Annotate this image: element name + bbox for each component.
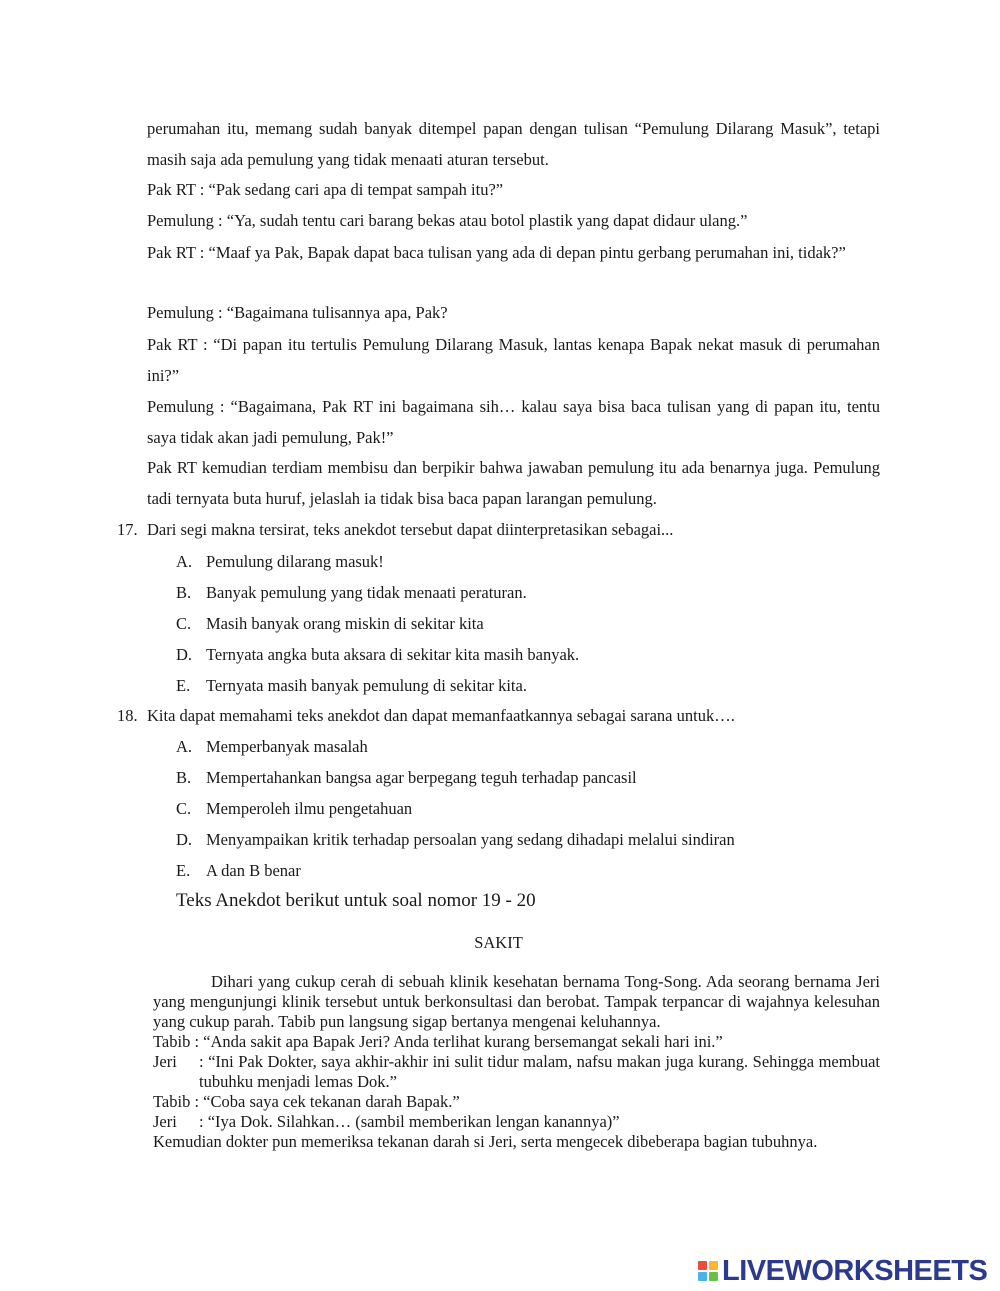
logo-square [709, 1261, 718, 1270]
dialog-speaker: Jeri [153, 1112, 177, 1131]
logo-square [698, 1261, 707, 1270]
logo-square [698, 1272, 707, 1281]
dialog-line: Tabib : “Anda sakit apa Bapak Jeri? Anda terlihat kurang bersemangat sekali hari ini.” [153, 1032, 723, 1051]
option-text: Ternyata angka buta aksara di sekitar kita masih banyak. [206, 645, 580, 664]
story-title: SAKIT [474, 933, 523, 952]
option-text: Masih banyak orang miskin di sekitar kita [206, 614, 484, 633]
passage-line-7: Pemulung : “Bagaimana, Pak RT ini bagaimana sih… kalau saya bisa baca tulisan yang di papan itu, tentu saya tidak akan jadi pemulung, Pak!” [147, 397, 880, 447]
dialog-line: Tabib : “Coba saya cek tekanan darah Bapak.” [153, 1092, 460, 1111]
dialog-speaker: Jeri [153, 1052, 177, 1071]
question-number: 17. [117, 520, 138, 539]
option-letter: A. [176, 552, 193, 571]
passage-line-8: Pak RT kemudian terdiam membisu dan berpikir bahwa jawaban pemulung itu ada benarnya juga. Pemulung tadi ternyata buta huruf, jelaslah ia tidak bisa baca papan larangan pemulung. [147, 458, 880, 508]
dialog-line [153, 1052, 880, 1092]
story-opening: Dihari yang cukup cerah di sebuah klinik kesehatan bernama Tong-Song. Ada seorang bernama Jeri yang mengunjungi klinik tersebut untuk berkonsultasi dan berobat. Tampak terpancar di wajahnya kelesuhan yang cukup parah. Tabib pun langsung sigap bertanya mengenai keluhannya. [153, 972, 880, 1031]
question-text: Kita dapat memahami teks anekdot dan dapat memanfaatkannya sebagai sarana untuk…. [147, 706, 735, 725]
dialog-text: : “Iya Dok. Silahkan… (sambil memberikan lengan kanannya)” [199, 1112, 620, 1131]
option-letter: D. [176, 645, 193, 664]
option-text: Banyak pemulung yang tidak menaati peraturan. [206, 583, 527, 602]
story-body [153, 972, 880, 1152]
question-number: 18. [117, 706, 138, 725]
logo-square [709, 1272, 718, 1281]
passage-line-5: Pemulung : “Bagaimana tulisannya apa, Pak? [147, 303, 448, 322]
option-letter: E. [176, 676, 191, 695]
passage-line-3: Pemulung : “Ya, sudah tentu cari barang bekas atau botol plastik yang dapat didaur ulang.” [147, 211, 748, 230]
logo-squares-icon [698, 1261, 718, 1281]
option-letter: B. [176, 583, 192, 602]
option-text: Menyampaikan kritik terhadap persoalan yang sedang dihadapi melalui sindiran [206, 830, 735, 849]
dialog-line [153, 1112, 880, 1132]
logo-text: LIVEWORKSHEETS [722, 1254, 988, 1287]
option-text: A dan B benar [206, 861, 301, 880]
passage-line-6: Pak RT : “Di papan itu tertulis Pemulung Dilarang Masuk, lantas kenapa Bapak nekat masuk di perumahan ini?” [147, 335, 880, 385]
option-text: Memperoleh ilmu pengetahuan [206, 799, 413, 818]
option-text: Mempertahankan bangsa agar berpegang teguh terhadap pancasil [206, 768, 637, 787]
dialog-text: : “Ini Pak Dokter, saya akhir-akhir ini sulit tidur malam, nafsu makan juga kurang. Sehingga membuat tubuhku menjadi lemas Dok.” [199, 1052, 880, 1091]
option-letter: C. [176, 614, 192, 633]
option-text: Ternyata masih banyak pemulung di sekitar kita. [206, 676, 527, 695]
option-letter: C. [176, 799, 192, 818]
option-letter: D. [176, 830, 193, 849]
option-letter: A. [176, 737, 193, 756]
passage-line-4: Pak RT : “Maaf ya Pak, Bapak dapat baca tulisan yang ada di depan pintu gerbang perumahan ini, tidak?” [147, 243, 846, 262]
passage-line-2: Pak RT : “Pak sedang cari apa di tempat sampah itu?” [147, 180, 504, 199]
option-text: Pemulung dilarang masuk! [206, 552, 384, 571]
section-intro: Teks Anekdot berikut untuk soal nomor 19 - 20 [176, 890, 536, 911]
option-text: Memperbanyak masalah [206, 737, 368, 756]
option-letter: E. [176, 861, 191, 880]
story-closing: Kemudian dokter pun memeriksa tekanan darah si Jeri, serta mengecek dibeberapa bagian tubuhnya. [153, 1132, 818, 1151]
question-text: Dari segi makna tersirat, teks anekdot tersebut dapat diinterpretasikan sebagai... [147, 520, 674, 539]
liveworksheets-logo [698, 1253, 987, 1289]
option-letter: B. [176, 768, 192, 787]
passage-line-1: perumahan itu, memang sudah banyak ditempel papan dengan tulisan “Pemulung Dilarang Masuk”, tetapi masih saja ada pemulung yang tidak menaati aturan tersebut. [147, 119, 880, 169]
